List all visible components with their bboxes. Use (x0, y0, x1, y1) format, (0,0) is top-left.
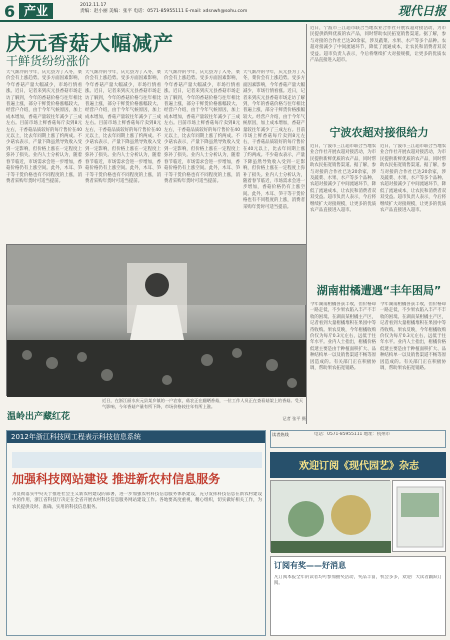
magazine-cover-ad (270, 480, 390, 552)
section-label: 产业 (19, 3, 53, 19)
magazine-ad-title: 欢迎订阅《现代园艺》杂志 (299, 461, 419, 472)
prize-ad-title: 订阅有奖——好消息 (274, 561, 346, 570)
page-number: 6 (4, 2, 16, 21)
date-line (80, 3, 280, 19)
article-ningbo-col-1: 近日，宁波市三江超市联合当地农业合作社开展农超对接活动，为市民提供新鲜优质的农产品，同时帮助农民拓宽销售渠道。据了解，参与对接的合作社已达20余家，涉及蔬菜、水果、水产等多个品种。农超对接减少了中间流通环节，降低了流通成本，让农民和消费者双双受益。超市负责人表示，今后将继续扩大对接规模，让更多的优质农产品直接进入超市。 (310, 144, 376, 214)
ad-banner-bar: 2012年浙江科技网工程表示科技信息系统 (7, 431, 265, 443)
ad-headline: 加强科技网站建设 推进新农村信息服务 (12, 472, 221, 486)
contact-body: 电话：0571-85955111 地址：杭州市 (314, 432, 391, 437)
lead-article-col-2: 天气渐冷的今年，庆元县为了入冬，菜价会有上涨趋势。受多方面因素影响，今年香菇产量大幅减少，市场行情看涨。近日，记者来到庆元县香菇市场走访了解到，今年的香菇价格与往年相比普遍上涨，部分干鲜货价格涨幅较大。经营户介绍，由于今年气候原因，加上成本增加，香菇产量较往年减少了三成左右。目前市场上鲜香菇每斤卖到8元左右，干香菇品质较好的每斤售价在40元以上，比去年同期上涨了约两成。不少菇农表示，产量下降虽然导致收入受到一定影响，但价格上涨在一定程度上弥补了损失。业内人士分析认为，随着春节临近，市场需求会进一步增加，香菇价格仍有上涨空间。此外，木耳、笋干等干货价格也有不同程度的上涨，消费者采购年货时可适当提前。 (85, 70, 161, 184)
article-ningbo-col-2: 近日，宁波市三江超市联合当地农业合作社开展农超对接活动，为市民提供新鲜优质的农产品，同时帮助农民拓宽销售渠道。据了解，参与对接的合作社已达20余家，涉及蔬菜、水果、水产等多个品种。农超对接减少了中间流通环节，降低了流通成本，让农民和消费者双双受益。超市负责人表示，今后将继续扩大对接规模，让更多的优质农产品直接进入超市。 (380, 144, 446, 214)
lead-article-subtitle: 干鲜货纷纷涨价 (6, 54, 91, 68)
editor-line: 责编：赵小丽 美编：张平 电话：0571-85955111 E-mail: xdsnwh@sohu.com (80, 9, 248, 14)
ad-body-text: 为贯彻落实中央关于推进社会主义新农村建设的部署，进一步加强农村科技信息服务体系建设，充分发挥科技信息在新农村建设中的作用，浙江省科技厅决定在全省开展农村科技信息服务网站建设工作。各地要高度重视，精心组织，切实做好相关工作，为农民提供及时、准确、实用的科技信息服务。 (12, 492, 262, 510)
news-photo (6, 244, 306, 396)
column-divider (306, 24, 307, 424)
lead-article-col-3: 天气渐冷的今年，庆元县为了入冬，菜价会有上涨趋势。受多方面因素影响，今年香菇产量大幅减少，市场行情看涨。近日，记者来到庆元县香菇市场走访了解到，今年的香菇价格与往年相比普遍上涨，部分干鲜货价格涨幅较大。经营户介绍，由于今年气候原因，加上成本增加，香菇产量较往年减少了三成左右。目前市场上鲜香菇每斤卖到8元左右，干香菇品质较好的每斤售价在40元以上，比去年同期上涨了约两成。不少菇农表示，产量下降虽然导致收入受到一定影响，但价格上涨在一定程度上弥补了损失。业内人士分析认为，随着春节临近，市场需求会进一步增加，香菇价格仍有上涨空间。此外，木耳、笋干等干货价格也有不同程度的上涨，消费者采购年货时可适当提前。 (164, 70, 240, 184)
mushroom-farmer-photo (7, 245, 307, 397)
article-hunan-col-1: 今年湖南柑橘喜获丰收，但价格却一路走低，不少果农陷入丰产不丰收的困境。在湖南某柑橘主产区，记者看到大量柑橘堆积在果园中等待收购。果农反映，今年柑橘收购价仅为每斤0.3元左右，远低于往年水平。业内人士指出，柑橘价格低迷主要是由于种植面积扩大、品种结构单一以及销售渠道不畅等原因造成的。有关部门正在积极协调，帮助果农拓宽销路。 (310, 302, 376, 372)
magazine-thumb-image (393, 481, 447, 553)
lead-article-col-4: 天气渐冷的今年，庆元县为了入冬，菜价会有上涨趋势。受多方面因素影响，今年香菇产量大幅减少，市场行情看涨。近日，记者来到庆元县香菇市场走访了解到，今年的香菇价格与往年相比普遍上涨，部分干鲜货价格涨幅较大。经营户介绍，由于今年气候原因，加上成本增加，香菇产量较往年减少了三成左右。目前市场上鲜香菇每斤卖到8元左右，干香菇品质较好的每斤售价在40元以上，比去年同期上涨了约两成。不少菇农表示，产量下降虽然导致收入受到一定影响，但价格上涨在一定程度上弥补了损失。业内人士分析认为，随着春节临近，市场需求会进一步增加，香菇价格仍有上涨空间。此外，木耳、笋干等干货价格也有不同程度的上涨，消费者采购年货时可适当提前。 (243, 70, 305, 210)
right-column-text-top: 近日，宁波市三江超市联合当地农业合作社开展农超对接活动，为市民提供新鲜优质的农产品，同时帮助农民拓宽销售渠道。据了解，参与对接的合作社已达20余家，涉及蔬菜、水果、水产等多个品种。农超对接减少了中间流通环节，降低了流通成本，让农民和消费者双双受益。超市负责人表示，今后将继续扩大对接规模，让更多的优质农产品直接进入超市。 (310, 26, 446, 64)
photo-caption: 近日，在浙江丽水庆元县某乡镇的一户农家，菇农正在翻晒香菇，一位工作人员正在查看菇架上的香菇。受天气影响，今年香菇产量有所下降，市场价格较往年有所上涨。 (102, 398, 304, 409)
issue-date: 2012.11.17 (80, 3, 107, 8)
ad-header-strip (12, 452, 262, 468)
article-title-ningbo: 宁波农超对接很给力 (329, 126, 429, 139)
lead-article-col-1: 天气渐冷的今年，庆元县为了入冬，菜价会有上涨趋势。受多方面因素影响，今年香菇产量大幅减少，市场行情看涨。近日，记者来到庆元县香菇市场走访了解到，今年的香菇价格与往年相比普遍上涨，部分干鲜货价格涨幅较大。经营户介绍，由于今年气候原因，加上成本增加，香菇产量较往年减少了三成左右。目前市场上鲜香菇每斤卖到8元左右，干香菇品质较好的每斤售价在40元以上，比去年同期上涨了约两成。不少菇农表示，产量下降虽然导致收入受到一定影响，但价格上涨在一定程度上弥补了损失。业内人士分析认为，随着春节临近，市场需求会进一步增加，香菇价格仍有上涨空间。此外，木耳、笋干等干货价格也有不同程度的上涨，消费者采购年货时可适当提前。 (6, 70, 82, 184)
contact-label: 读者热线 (272, 432, 289, 437)
magazine-side-ad (392, 480, 446, 552)
photo-headline: 温岭出产藏红花 (7, 412, 71, 422)
photo-credit: 记者 张平 摄 (282, 416, 306, 421)
lead-article-title: 庆元香菇大幅减产 (6, 31, 174, 55)
magazine-cover-image (271, 481, 391, 553)
article-title-hunan: 湖南柑橘遭遇“丰年困局” (316, 284, 442, 297)
prize-ad-body: 凡订阅本报全年的读者均可参加抽奖活动，奖品丰富，机会多多，欢迎广大读者踊跃订阅。 (274, 575, 442, 587)
paper-name: 现代日报 (397, 4, 446, 18)
article-hunan-col-2: 今年湖南柑橘喜获丰收，但价格却一路走低，不少果农陷入丰产不丰收的困境。在湖南某柑橘主产区，记者看到大量柑橘堆积在果园中等待收购。果农反映，今年柑橘收购价仅为每斤0.3元左右，远低于往年水平。业内人士指出，柑橘价格低迷主要是由于种植面积扩大、品种结构单一以及销售渠道不畅等原因造成的。有关部门正在积极协调，帮助果农拓宽销路。 (380, 302, 446, 372)
